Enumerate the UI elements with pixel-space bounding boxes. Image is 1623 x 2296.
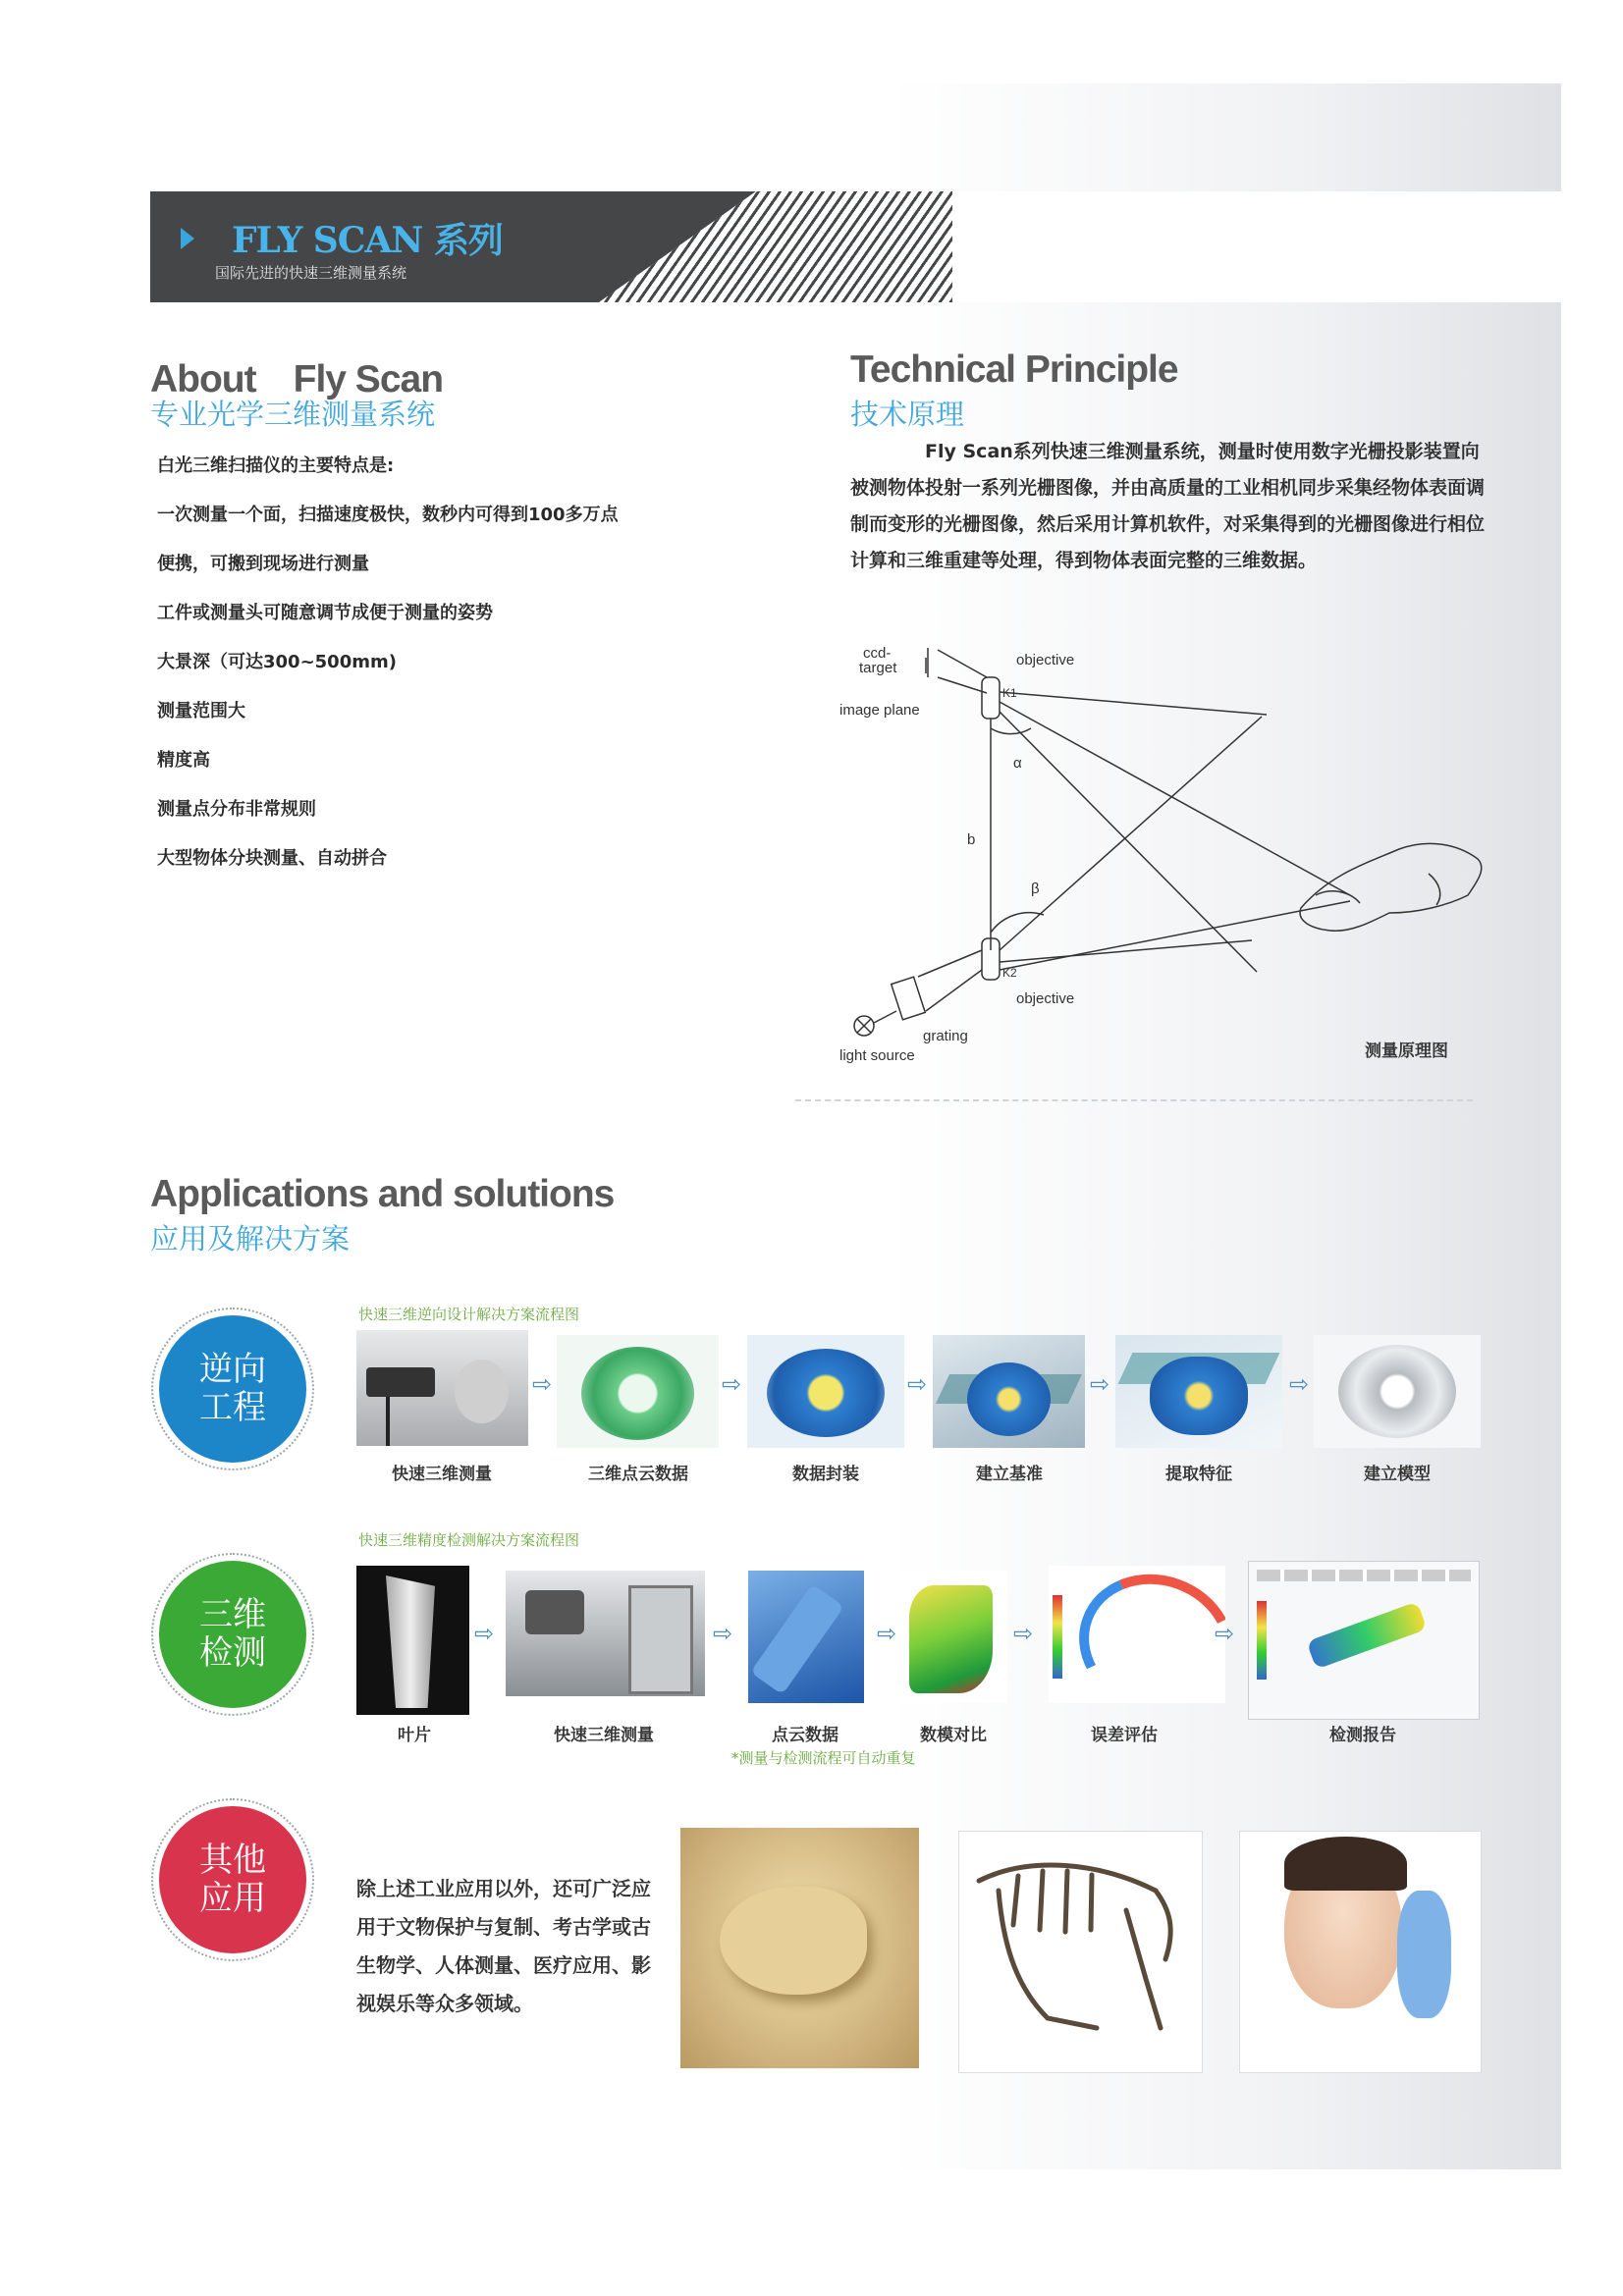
banner-title: FLY SCAN 系列 <box>232 220 503 261</box>
relief-carving-image <box>680 1828 919 2068</box>
label-objective-top: objective <box>1016 652 1075 668</box>
feature-item: 白光三维扫描仪的主要特点是: <box>157 455 395 476</box>
flow-arrow-icon: ⇨ <box>1090 1370 1110 1398</box>
banner-triangle-icon <box>181 228 194 249</box>
datum-image <box>933 1335 1085 1448</box>
model-comparison-image <box>899 1571 1007 1703</box>
reverse-step-label: 三维点云数据 <box>588 1465 688 1484</box>
other-applications-circle: 其他 应用 <box>159 1806 306 1953</box>
label-b: b <box>967 831 976 848</box>
flow-arrow-icon: ⇨ <box>722 1370 742 1398</box>
inspection-step-label: 数模对比 <box>920 1726 987 1745</box>
label-ccd: ccd- <box>863 645 892 662</box>
reverse-step-label: 建立基准 <box>976 1465 1043 1484</box>
inspection-step-label: 快速三维测量 <box>554 1726 654 1745</box>
data-encapsulation-image <box>747 1335 904 1448</box>
error-evaluation-image <box>1049 1566 1225 1703</box>
inspection-flow-title: 快速三维精度检测解决方案流程图 <box>358 1531 580 1549</box>
principle-heading-zh: 技术原理 <box>850 398 965 431</box>
flow-arrow-icon: ⇨ <box>1289 1370 1310 1398</box>
about-heading-en: About Fly Scan <box>150 358 444 400</box>
applications-heading-en: Applications and solutions <box>150 1173 615 1215</box>
inspection-step-label: 检测报告 <box>1329 1726 1396 1745</box>
principle-diagram <box>839 638 1497 1070</box>
feature-item: 一次测量一个面，扫描速度极快，数秒内可得到100多万点 <box>157 505 619 525</box>
point-cloud-blade-image <box>748 1571 864 1703</box>
feature-item: 测量点分布非常规则 <box>157 799 316 820</box>
inspection-step-label: 误差评估 <box>1091 1726 1158 1745</box>
flow-arrow-icon: ⇨ <box>877 1620 897 1647</box>
about-heading-zh: 专业光学三维测量系统 <box>150 398 436 431</box>
fossil-skeleton-image <box>958 1831 1203 2073</box>
label-grating: grating <box>923 1028 968 1044</box>
blade-photo <box>356 1566 469 1715</box>
inspection-circle: 三维 检测 <box>159 1561 306 1708</box>
feature-item: 精度高 <box>157 750 210 771</box>
label-k2: K2 <box>1002 966 1017 980</box>
reverse-step-label: 建立模型 <box>1364 1465 1431 1484</box>
feature-list <box>157 452 619 893</box>
feature-extraction-image <box>1115 1335 1282 1448</box>
reverse-step-label: 数据封装 <box>792 1465 859 1484</box>
feature-item: 大型物体分块测量、自动拼合 <box>157 848 387 869</box>
diagram-caption: 测量原理图 <box>1365 1041 1448 1061</box>
label-light-source: light source <box>839 1047 915 1064</box>
reverse-step-label: 提取特征 <box>1165 1465 1232 1484</box>
inspection-report-image <box>1248 1561 1480 1720</box>
human-face-image <box>1239 1831 1482 2073</box>
label-image-plane: image plane <box>839 702 920 719</box>
applications-heading-zh: 应用及解决方案 <box>150 1222 351 1255</box>
flow-arrow-icon: ⇨ <box>1013 1620 1034 1647</box>
inspection-step-label: 叶片 <box>398 1726 431 1745</box>
feature-item: 便携，可搬到现场进行测量 <box>157 554 369 574</box>
feature-item: 测量范围大 <box>157 701 245 721</box>
feature-item: 大景深（可达300~500mm) <box>157 652 397 672</box>
principle-heading-en: Technical Principle <box>850 348 1178 391</box>
banner-subtitle: 国际先进的快速三维测量系统 <box>215 264 407 282</box>
reverse-flow-title: 快速三维逆向设计解决方案流程图 <box>358 1306 580 1323</box>
label-target: target <box>859 660 897 676</box>
point-cloud-image <box>557 1335 719 1448</box>
inspection-step-label: 点云数据 <box>772 1726 839 1745</box>
label-beta: β <box>1031 881 1040 897</box>
label-alpha: α <box>1013 755 1022 772</box>
inspection-note: *测量与检测流程可自动重复 <box>731 1749 916 1767</box>
section-divider <box>795 1099 1473 1101</box>
feature-item: 工件或测量头可随意调节成便于测量的姿势 <box>157 603 493 623</box>
flow-arrow-icon: ⇨ <box>907 1370 928 1398</box>
flow-arrow-icon: ⇨ <box>532 1370 553 1398</box>
reverse-step-label: 快速三维测量 <box>392 1465 492 1484</box>
label-k1: K1 <box>1002 686 1017 700</box>
flow-arrow-icon: ⇨ <box>713 1620 733 1647</box>
scan-photo <box>356 1330 528 1446</box>
banner-stripes <box>599 191 1561 302</box>
principle-paragraph: Fly Scan系列快速三维测量系统，测量时使用数字光栅投影装置向被测物体投射一系列光栅图像，并由高质量的工业相机同步采集经物体表面调制而变形的光栅图像，然后采用计算机软件，对采集得到的光栅图像进行相位计算和三维重建等处理，得到物体表面完整的三维数据。 <box>850 441 1486 571</box>
label-objective-bottom: objective <box>1016 990 1075 1007</box>
model-image <box>1314 1335 1481 1448</box>
other-applications-text: 除上述工业应用以外，还可广泛应用于文物保护与复制、考古学或古生物学、人体测量、医疗应用、影视娱乐等众多领域。 <box>356 1877 651 2015</box>
reverse-engineering-circle: 逆向 工程 <box>159 1315 306 1463</box>
flow-arrow-icon: ⇨ <box>474 1620 495 1647</box>
measurement-photo <box>506 1571 705 1696</box>
flow-arrow-icon: ⇨ <box>1215 1620 1235 1647</box>
header-banner <box>150 191 1561 302</box>
